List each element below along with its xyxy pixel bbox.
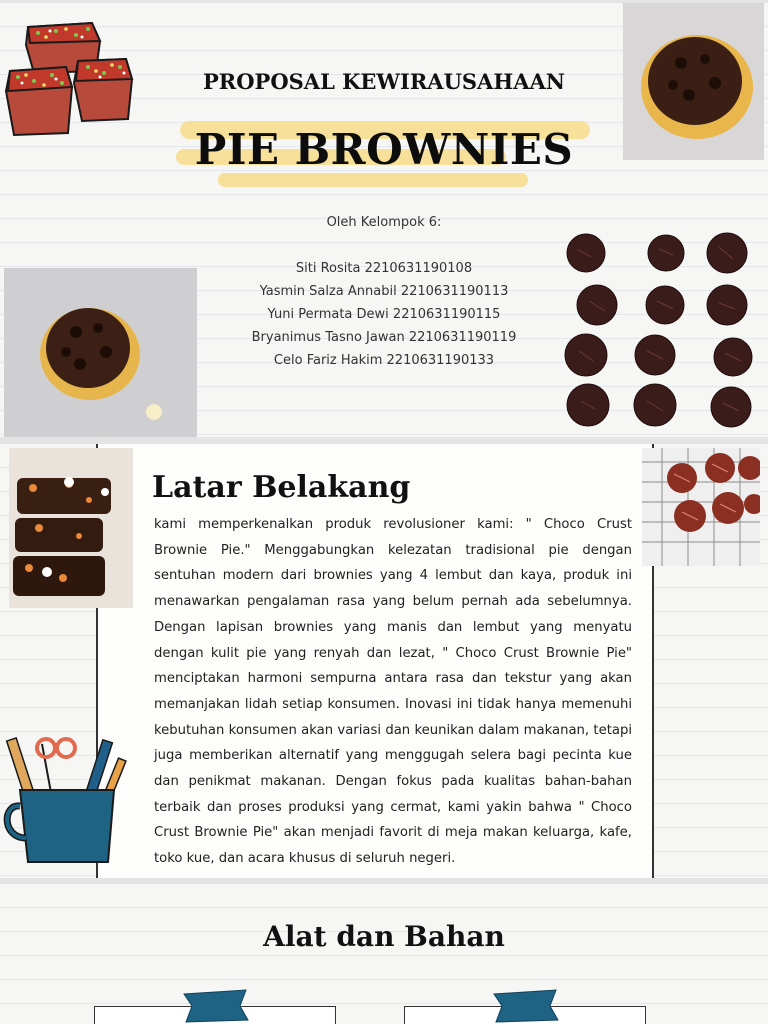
- muffin-photo-left: [4, 268, 197, 437]
- by-label: Oleh Kelompok 6:: [326, 215, 442, 230]
- tools-slide: [0, 884, 768, 1024]
- member-name: Bryanimus Tasno Jawan 2210631190119: [251, 330, 517, 345]
- ribbon-tag-left: [180, 988, 252, 1024]
- pencil-cup-icon: [2, 734, 138, 874]
- cookies-grid-photo: [555, 225, 764, 437]
- member-name: Celo Fariz Hakim 2210631190133: [273, 353, 495, 368]
- cover-subtitle: PROPOSAL KEWIRAUSAHAAN: [203, 69, 565, 94]
- group-byline: [220, 211, 548, 372]
- cookies-rack-photo: [642, 448, 760, 566]
- ribbon-tag-right: [490, 988, 562, 1024]
- section-heading: Latar Belakang: [152, 470, 411, 505]
- brownie-stack-photo: [9, 448, 133, 608]
- background-slide: [0, 444, 768, 878]
- section-heading: Alat dan Bahan: [263, 920, 505, 953]
- cover-title: PIE BROWNIES: [194, 125, 574, 174]
- member-name: Yasmin Salza Annabil 2210631190113: [259, 284, 509, 299]
- background-paragraph: kami memperkenalkan produk revolusioner kami: " Choco Crust Brownie Pie." Menggabungkan kelezatan tradisional pie dengan sentuhan modern dari brownies yang 4 lembut dan kaya, produk ini menawarkan pengalaman rasa yang belum pernah ada sebelumnya. Dengan lapisan brownies yang manis dan lembut yang menyatu dengan kulit pie yang renyah dan lezat, " Choco Crust Brownie Pie" menciptakan harmoni sempurna antara rasa dan tekstur yang akan memanjakan lidah setiap konsumen. Inovasi ini tidak hanya memenuhi kebutuhan konsumen akan variasi dan keunikan dalam makanan, tetapi juga memberikan alternatif yang menggugah selera bagi pecinta kue dan penikmat makanan. Dengan fokus pada kualitas bahan-bahan terbaik dan proses produksi yang cermat, kami yakin bahwa " Choco Crust Brownie Pie" akan menjadi favorit di meja makan keluarga, kafe, toko kue, dan acara khusus di seluruh negeri.: [154, 517, 632, 867]
- member-name: Siti Rosita 2210631190108: [295, 261, 473, 276]
- cover-slide: [0, 3, 768, 437]
- title-highlight-bottom: [218, 173, 528, 187]
- member-name: Yuni Permata Dewi 2210631190115: [267, 307, 501, 322]
